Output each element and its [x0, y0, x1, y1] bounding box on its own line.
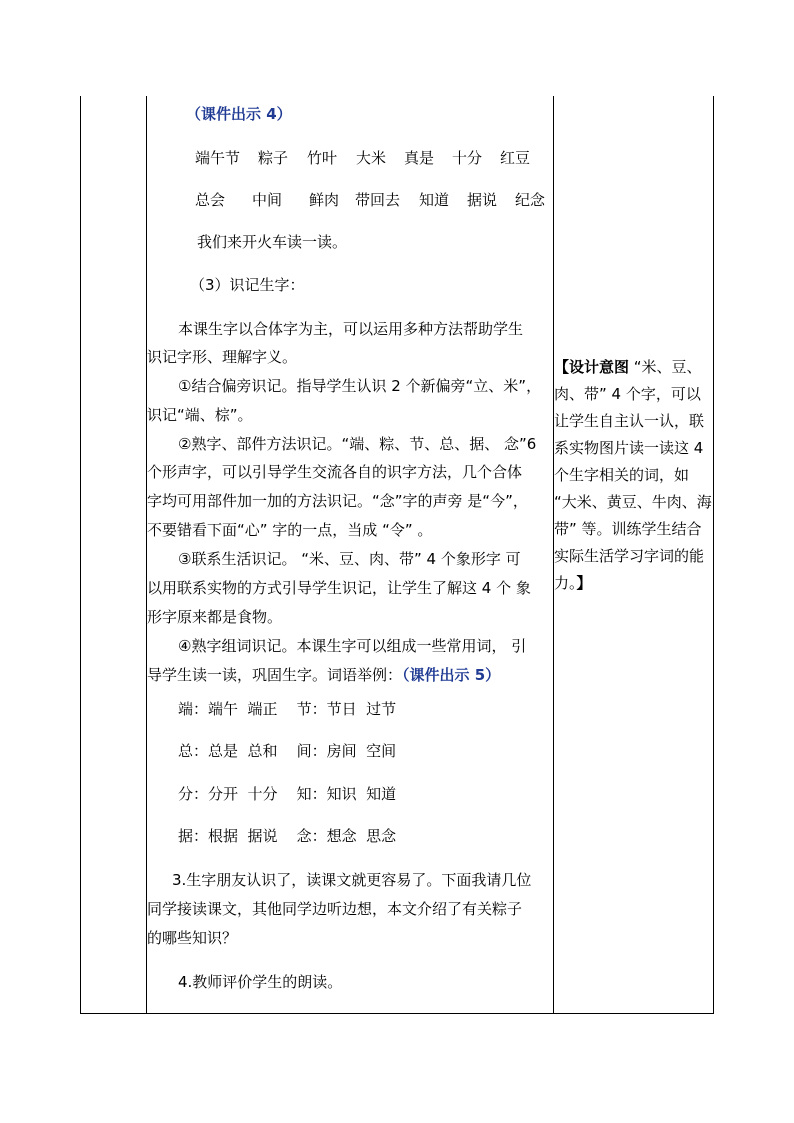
- step-3-heading: （3）识记生字：: [190, 276, 305, 294]
- method-4-text: 导学生读一读，巩固生字。词语举例：: [147, 666, 403, 684]
- vocab-word: 端午节: [195, 149, 241, 167]
- method-1-line: ①结合偏旁识记。指导学生认识 2 个新偏旁“立、米”，: [178, 377, 542, 395]
- vocab-word: 竹叶: [307, 149, 338, 167]
- vocab-word: 纪念: [515, 191, 546, 209]
- vocab-word: 粽子: [258, 149, 289, 167]
- method-2-line: 字均可用部件加一加的方法识记。“念”字的声旁 是“今”，: [147, 492, 528, 510]
- courseware-4-label: （课件出示 4）: [186, 105, 292, 123]
- vocab-word: 十分: [452, 149, 483, 167]
- design-intent-text: “米、豆、肉、带” 4 个字，可以让学生自主认一认，联系实物图片读一读这 4 个生字相关的词，如 “大米、黄豆、牛肉、海带” 等。训练学生结合实际生活学习字词的能力。: [554, 358, 712, 592]
- method-4-line: [147, 666, 500, 684]
- vocab-word: 大米: [356, 149, 387, 167]
- paragraph-line: 本课生字以合体字为主，可以运用多种方法帮助学生: [178, 320, 524, 338]
- step-3-line: 的哪些知识？: [147, 929, 238, 947]
- word-example: 端：端午 端正 节：节日 过节: [178, 700, 397, 718]
- table-column-divider-1: [146, 96, 147, 1014]
- method-3-line: ③联系生活识记。 “米、豆、肉、带” 4 个象形字 可: [178, 550, 521, 568]
- word-example: 总：总是 总和 间：房间 空间: [178, 742, 397, 760]
- vocab-word: 据说: [467, 191, 498, 209]
- step-4-line: 4.教师评价学生的朗读。: [178, 973, 343, 991]
- vocab-word: 总会: [195, 191, 226, 209]
- vocab-word: 红豆: [500, 149, 531, 167]
- method-3-line: 形字原来都是食物。: [147, 608, 283, 626]
- design-intent-end: 】: [576, 574, 592, 592]
- step-3-line: 同学接读课文，其他同学边听边想，本文介绍了有关粽子: [147, 900, 523, 918]
- step-3-line: 3.生字朋友认识了，读课文就更容易了。下面我请几位: [172, 871, 532, 889]
- vocab-word: 真是: [404, 149, 435, 167]
- word-example: 据：根据 据说 念：想念 思念: [178, 827, 397, 845]
- vocab-word: 带回去: [355, 191, 401, 209]
- method-2-line: 个形声字，可以引导学生交流各自的识字方法，几个合体: [147, 463, 523, 481]
- method-4-line: ④熟字组词识记。本课生字可以组成一些常用词， 引: [178, 637, 527, 655]
- method-2-line: 不要错看下面“心” 字的一点，当成 “令” 。: [147, 521, 433, 539]
- design-intent: [554, 354, 714, 597]
- table-bottom-border: [80, 1013, 714, 1014]
- vocab-word: 中间: [252, 191, 283, 209]
- method-1-line: 识记“端、棕”。: [147, 406, 253, 424]
- method-2-line: ②熟字、部件方法识记。“端、粽、节、总、据、 念”6: [178, 435, 537, 453]
- design-intent-label: 【设计意图: [554, 358, 630, 376]
- train-read-line: 我们来开火车读一读。: [197, 233, 348, 251]
- word-example: 分：分开 十分 知：知识 知道: [178, 785, 397, 803]
- table-left-border: [80, 96, 81, 1014]
- method-3-line: 以用联系实物的方式引导学生识记，让学生了解这 4 个 象: [147, 579, 531, 597]
- vocab-word: 知道: [419, 191, 450, 209]
- courseware-5-label: （课件出示 5）: [402, 666, 501, 684]
- paragraph-line: 识记字形、理解字义。: [147, 348, 298, 366]
- vocab-word: 鲜肉: [309, 191, 340, 209]
